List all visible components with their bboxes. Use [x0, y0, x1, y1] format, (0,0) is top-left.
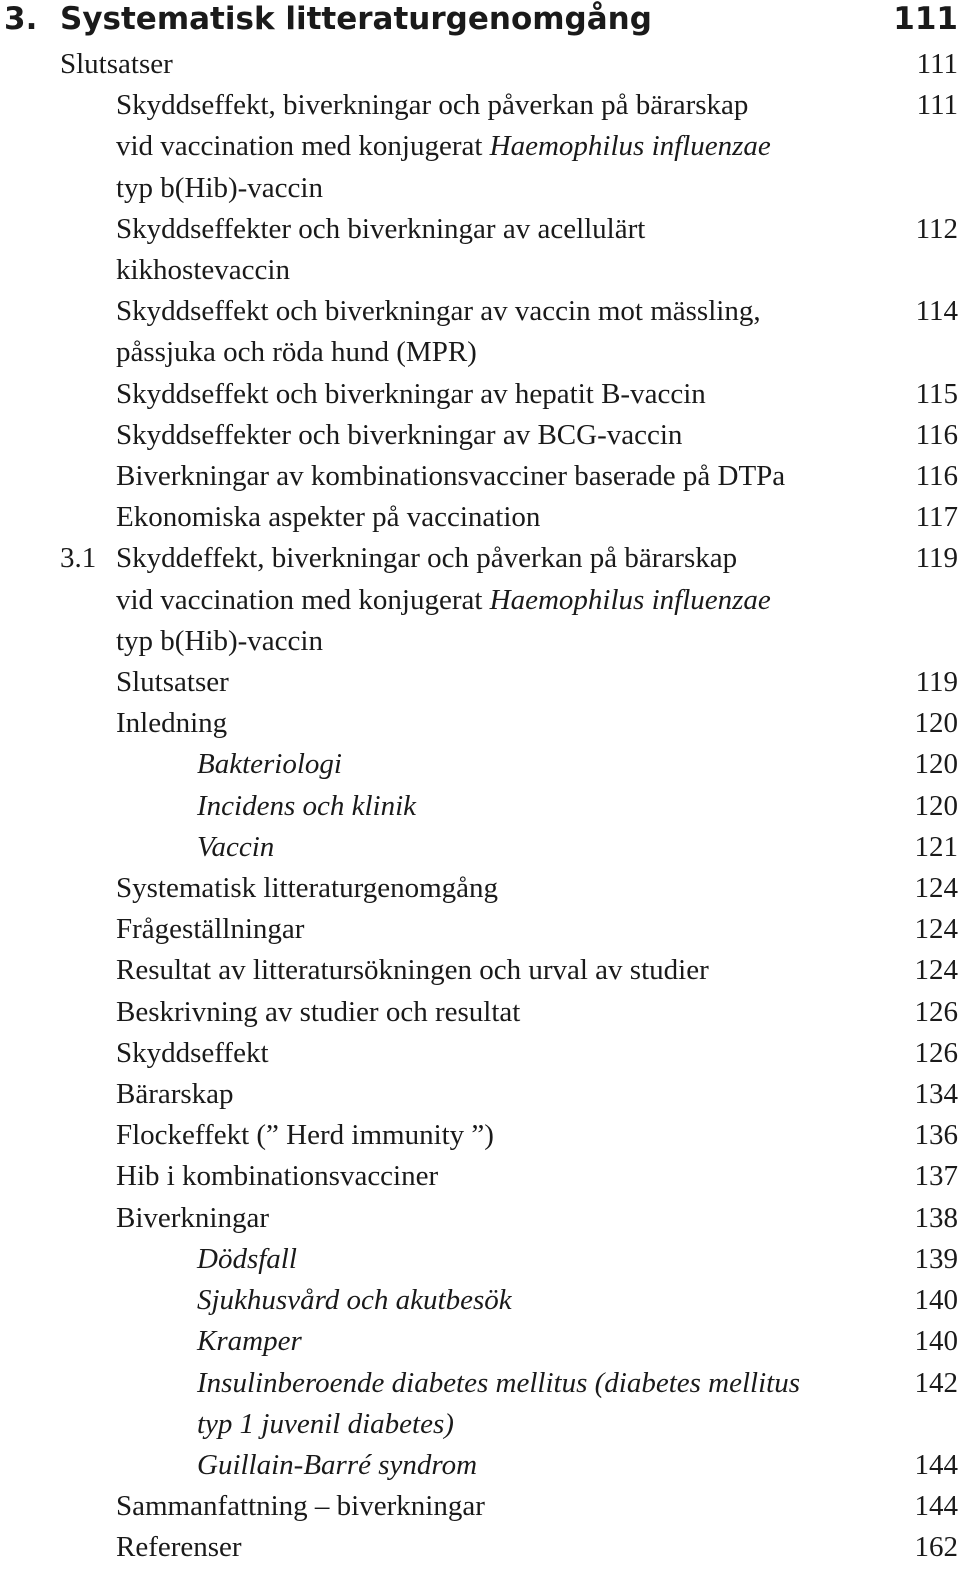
- toc-entry-line: [116, 209, 886, 250]
- toc-text: vid vaccination med konjugerat: [116, 583, 490, 616]
- toc-entry[interactable]: [0, 703, 960, 744]
- toc-entry-line: [197, 1363, 886, 1404]
- toc-text: Sammanfattning – biverkningar: [116, 1490, 485, 1523]
- toc-page-number: 111: [916, 89, 958, 122]
- toc-entry-title: [0, 909, 898, 950]
- toc-entry-title: [0, 497, 898, 538]
- toc-entry[interactable]: [0, 85, 960, 209]
- toc-entry-title: [0, 744, 898, 785]
- toc-text: Guillain-Barré syndrom: [197, 1448, 478, 1481]
- toc-entry-title: [0, 44, 898, 85]
- toc-entry[interactable]: [0, 1156, 960, 1197]
- toc-page-number: 138: [914, 1201, 958, 1234]
- toc-entry-line: [197, 1321, 886, 1362]
- toc-entry-line: [116, 580, 886, 621]
- toc-entry-title: [0, 1239, 898, 1280]
- toc-entry-line: [116, 1115, 886, 1156]
- toc-entry[interactable]: [0, 415, 960, 456]
- toc-page-number: 139: [914, 1242, 958, 1275]
- toc-text: Dödsfall: [197, 1242, 297, 1275]
- toc-entry-line: [116, 1156, 886, 1197]
- toc-page-number: 126: [914, 1036, 958, 1069]
- toc-entry[interactable]: [0, 1239, 960, 1280]
- chapter-title: Systematisk litteraturgenomgång: [60, 1, 652, 37]
- toc-text: typ b(Hib)-vaccin: [116, 624, 323, 657]
- toc-page-number: 119: [915, 542, 958, 575]
- toc-entry[interactable]: [0, 1198, 960, 1239]
- toc-entry[interactable]: [0, 456, 960, 497]
- toc-entry-title: [0, 1280, 898, 1321]
- toc-text: Skyddseffekt och biverkningar av hepatit B-vaccin: [116, 377, 706, 410]
- chapter-number: 3.: [4, 1, 38, 37]
- toc-entry-title: [0, 950, 898, 991]
- toc-entry-title: [0, 456, 898, 497]
- toc-entry-line: [116, 1527, 886, 1568]
- toc-text: Referenser: [116, 1531, 242, 1564]
- toc-page-number: 136: [914, 1119, 958, 1152]
- toc-entry-title: [0, 703, 898, 744]
- toc-entry[interactable]: [0, 374, 960, 415]
- toc-page-number: 116: [915, 460, 958, 493]
- toc-entry[interactable]: [0, 1527, 960, 1568]
- toc-italic-text: Haemophilus influenzae: [489, 130, 771, 163]
- toc-text: typ 1 juvenil diabetes): [197, 1407, 454, 1440]
- toc-entry-title: [0, 1321, 898, 1362]
- toc-text: kikhostevaccin: [116, 254, 290, 287]
- toc-entry-line: [116, 168, 886, 209]
- toc-entry[interactable]: [0, 1363, 960, 1445]
- toc-entry-line: [116, 332, 886, 373]
- toc-text: Skyddseffekt, biverkningar och påverkan på bärarskap: [116, 89, 749, 122]
- toc-text: Sjukhusvård och akutbesök: [197, 1284, 512, 1317]
- toc-page-number: 124: [914, 872, 958, 905]
- toc-page-number: 162: [914, 1531, 958, 1564]
- toc-text: Skyddseffekt och biverkningar av vaccin mot mässling,: [116, 295, 761, 328]
- table-of-contents: [0, 44, 960, 1569]
- toc-text: Skyddeffekt, biverkningar och påverkan på bärarskap: [116, 542, 738, 575]
- toc-entry-line: [116, 456, 886, 497]
- toc-entry[interactable]: [0, 786, 960, 827]
- toc-entry[interactable]: [0, 44, 960, 85]
- toc-entry[interactable]: [0, 1321, 960, 1362]
- toc-entry-line: [116, 85, 886, 126]
- toc-entry-title: [0, 374, 898, 415]
- toc-text: Resultat av litteratursökningen och urval av studier: [116, 954, 709, 987]
- toc-page-number: 117: [915, 501, 958, 534]
- toc-text: Skyddseffekt: [116, 1036, 269, 1069]
- toc-page-number: 116: [915, 418, 958, 451]
- toc-entry-line: [116, 868, 886, 909]
- toc-entry-line: [197, 1280, 886, 1321]
- toc-entry-line: [197, 1404, 886, 1445]
- toc-page-number: 111: [916, 48, 958, 80]
- toc-text: Vaccin: [197, 830, 275, 863]
- toc-entry-line: [116, 497, 886, 538]
- toc-entry-title: [0, 786, 898, 827]
- toc-entry-title: [0, 291, 898, 373]
- toc-text: Bärarskap: [116, 1078, 234, 1111]
- toc-page-number: 114: [915, 295, 958, 328]
- toc-entry-title: [0, 1445, 898, 1486]
- toc-entry-line: [60, 44, 886, 85]
- toc-entry-line: [116, 703, 886, 744]
- section-number: 3.1: [60, 542, 97, 575]
- toc-text: Skyddseffekter och biverkningar av acellulärt: [116, 212, 646, 245]
- toc-page-number: 124: [914, 954, 958, 987]
- toc-page-number: 134: [914, 1078, 958, 1111]
- toc-text: Systematisk litteraturgenomgång: [116, 872, 499, 905]
- toc-entry-line: [116, 250, 886, 291]
- toc-entry-title: [0, 1486, 898, 1527]
- toc-entry-line: [116, 126, 886, 167]
- toc-entry[interactable]: [0, 909, 960, 950]
- toc-entry-line: [116, 1074, 886, 1115]
- toc-entry-title: [0, 662, 898, 703]
- toc-entry-title: [0, 868, 898, 909]
- toc-entry[interactable]: [0, 1280, 960, 1321]
- toc-entry-line: [116, 291, 886, 332]
- toc-text: Slutsatser: [116, 666, 229, 699]
- toc-entry-title: [0, 992, 898, 1033]
- toc-entry-line: [197, 827, 886, 868]
- toc-text: Hib i kombinationsvacciner: [116, 1160, 439, 1193]
- toc-page-number: 119: [915, 666, 958, 699]
- toc-entry[interactable]: [0, 950, 960, 991]
- toc-text: Slutsatser: [60, 48, 173, 80]
- toc-entry-title: [0, 1527, 898, 1568]
- toc-text: Incidens och klinik: [197, 789, 417, 822]
- toc-entry-line: [116, 662, 886, 703]
- toc-entry-line: [197, 1445, 886, 1486]
- toc-entry-line: [197, 786, 886, 827]
- toc-entry-line: [116, 1486, 886, 1527]
- toc-page-number: 144: [914, 1490, 958, 1523]
- toc-page-number: 140: [914, 1325, 958, 1358]
- toc-page-number: 115: [915, 377, 958, 410]
- toc-page-number: 142: [914, 1366, 958, 1399]
- toc-page-number: 137: [914, 1160, 958, 1193]
- toc-entry-line: [116, 415, 886, 456]
- toc-page-number: 120: [914, 707, 958, 740]
- toc-entry-title: [0, 1115, 898, 1156]
- toc-text: vid vaccination med konjugerat: [116, 130, 490, 163]
- toc-page-number: 126: [914, 995, 958, 1028]
- chapter-page-number: 111: [893, 1, 958, 37]
- toc-entry-title: [0, 1074, 898, 1115]
- toc-entry-line: [116, 374, 886, 415]
- toc-entry[interactable]: [0, 291, 960, 373]
- toc-page-number: 120: [914, 789, 958, 822]
- toc-entry-title: [0, 415, 898, 456]
- toc-text: Inledning: [116, 707, 228, 740]
- toc-page-number: 140: [914, 1284, 958, 1317]
- toc-text: Bakteriologi: [197, 748, 342, 781]
- toc-entry[interactable]: [0, 868, 960, 909]
- toc-text: Biverkningar: [116, 1201, 270, 1234]
- toc-entry-title: [0, 1033, 898, 1074]
- toc-entry-line: [116, 992, 886, 1033]
- toc-entry-title: [0, 1198, 898, 1239]
- toc-entry[interactable]: [0, 1074, 960, 1115]
- toc-entry-line: [197, 1239, 886, 1280]
- toc-text: påssjuka och röda hund (MPR): [116, 336, 477, 369]
- toc-italic-text: Haemophilus influenzae: [489, 583, 771, 616]
- toc-entry[interactable]: [0, 992, 960, 1033]
- chapter-heading: [0, 0, 960, 40]
- toc-entry-line: [116, 621, 886, 662]
- toc-entry-title: [0, 1363, 898, 1445]
- toc-page-number: 124: [914, 913, 958, 946]
- toc-entry[interactable]: [0, 662, 960, 703]
- toc-entry-line: [116, 909, 886, 950]
- toc-text: Ekonomiska aspekter på vaccination: [116, 501, 541, 534]
- toc-entry[interactable]: [0, 1486, 960, 1527]
- toc-entry[interactable]: [0, 1033, 960, 1074]
- toc-text: typ b(Hib)-vaccin: [116, 171, 323, 204]
- toc-text: Beskrivning av studier och resultat: [116, 995, 521, 1028]
- toc-entry-line: [116, 950, 886, 991]
- toc-text: Insulinberoende diabetes mellitus (diabetes mellitus: [197, 1366, 800, 1399]
- toc-page-number: 120: [914, 748, 958, 781]
- toc-entry-title: [0, 209, 898, 291]
- toc-page-number: 144: [914, 1448, 958, 1481]
- toc-text: Biverkningar av kombinationsvacciner baserade på DTPa: [116, 460, 786, 493]
- toc-entry-line: [116, 1033, 886, 1074]
- toc-entry-line: [116, 1198, 886, 1239]
- toc-entry-line: [116, 538, 886, 579]
- toc-page-number: 112: [915, 212, 958, 245]
- toc-entry[interactable]: [0, 744, 960, 785]
- toc-text: Skyddseffekter och biverkningar av BCG-vaccin: [116, 418, 683, 451]
- toc-text: Kramper: [197, 1325, 302, 1358]
- toc-entry[interactable]: [0, 1445, 960, 1486]
- toc-entry[interactable]: [0, 538, 960, 662]
- toc-entry[interactable]: [0, 497, 960, 538]
- toc-entry-title: [0, 827, 898, 868]
- toc-entry-title: [0, 538, 898, 662]
- toc-entry-title: [0, 1156, 898, 1197]
- toc-entry[interactable]: [0, 1115, 960, 1156]
- toc-entry[interactable]: [0, 209, 960, 291]
- toc-text: Frågeställningar: [116, 913, 305, 946]
- toc-entry-title: [0, 85, 898, 209]
- toc-entry-line: [197, 744, 886, 785]
- toc-text: Flockeffekt (” Herd immunity ”): [116, 1119, 494, 1152]
- toc-entry[interactable]: [0, 827, 960, 868]
- toc-page-number: 121: [914, 830, 958, 863]
